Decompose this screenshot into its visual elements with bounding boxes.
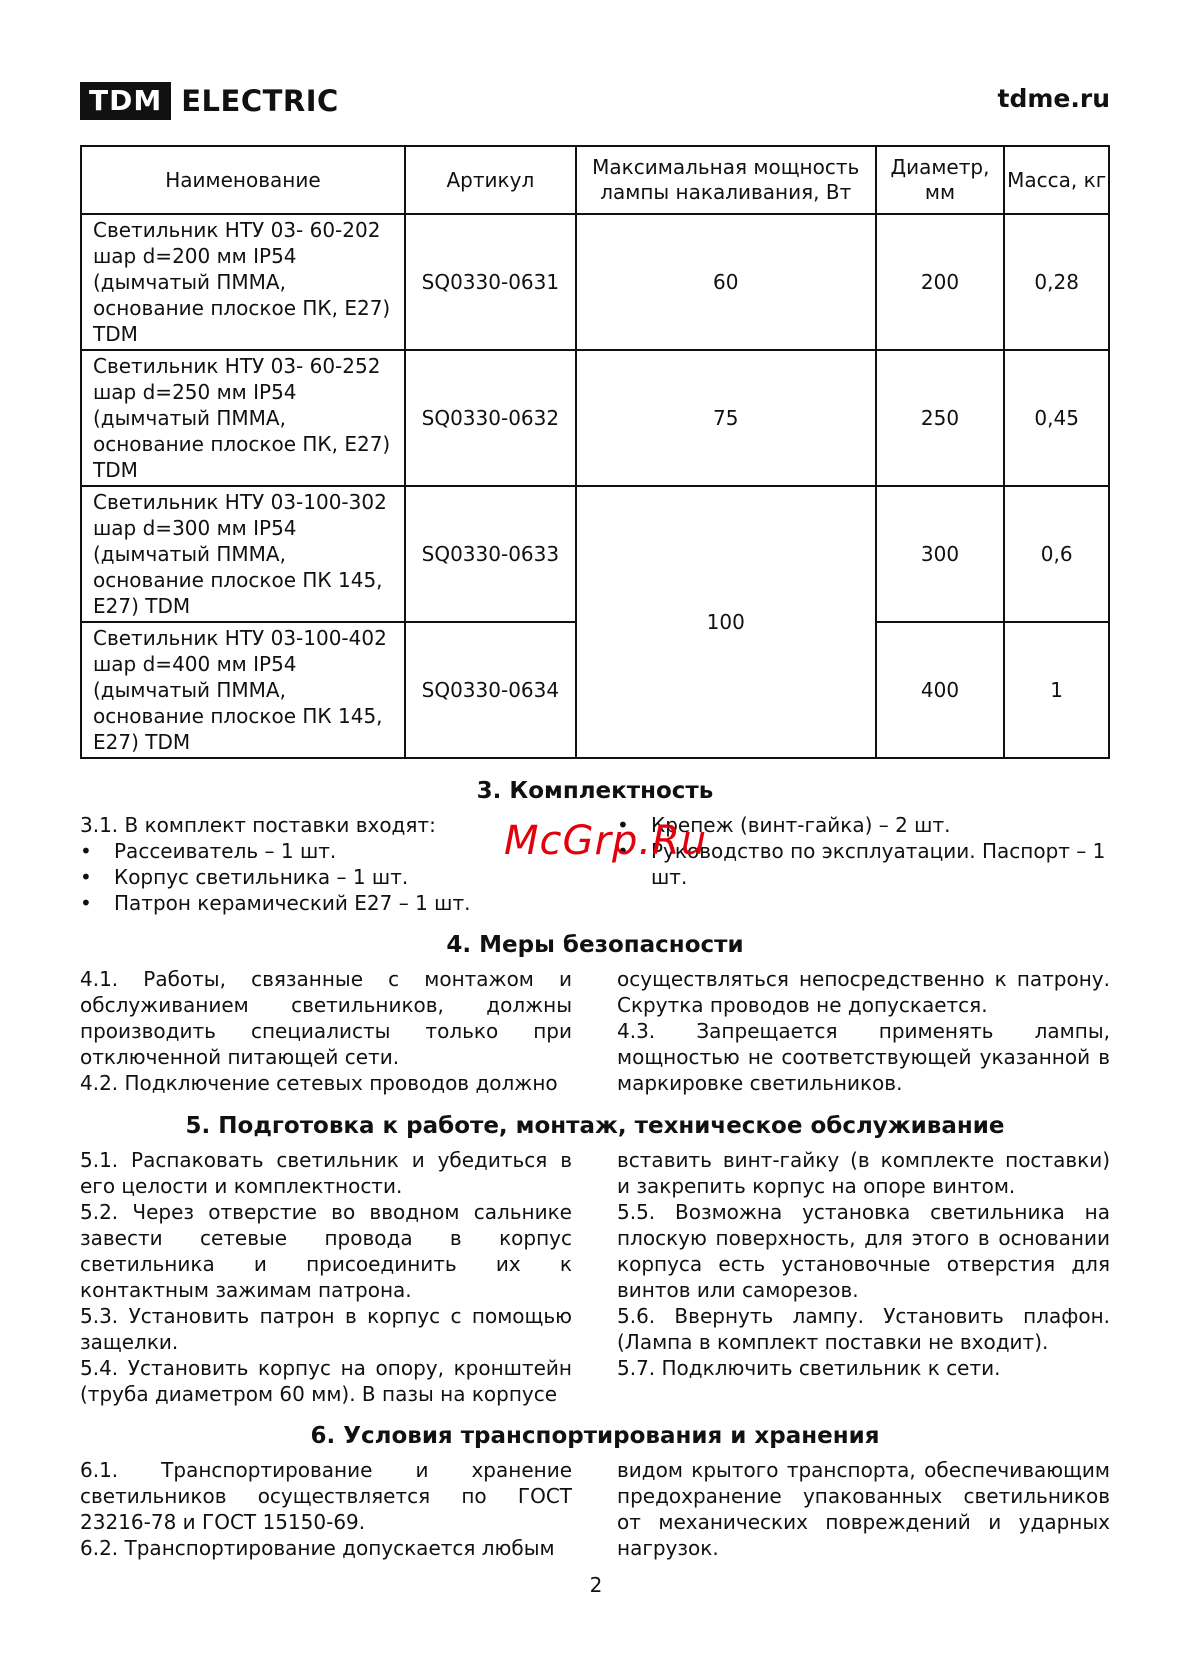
col-header-power: Максимальная мощность лампы накаливания, Вт bbox=[576, 146, 876, 214]
table-row bbox=[81, 486, 1109, 622]
cell-name: Светильник НТУ 03- 60-252 шар d=250 мм IP54 (дымчатый ПММА, основание плоское ПК, Е27) TDM bbox=[81, 350, 405, 486]
col-header-diameter: Диаметр, мм bbox=[876, 146, 1005, 214]
s6-left-column bbox=[80, 1457, 572, 1561]
cell-name: Светильник НТУ 03- 60-202 шар d=200 мм IP54 (дымчатый ПММА, основание плоское ПК, Е27) TDM bbox=[81, 214, 405, 350]
paragraph: 4.2. Подключение сетевых проводов должно bbox=[80, 1071, 558, 1095]
section-3-title: 3. Комплектность bbox=[476, 778, 714, 804]
paragraph: 6.2. Транспортирование допускается любым bbox=[80, 1536, 555, 1560]
s3-left-column bbox=[80, 812, 572, 916]
s4-left-column bbox=[80, 966, 572, 1096]
s3-intro: 3.1. В комплект поставки входят: bbox=[80, 813, 436, 837]
paragraph: 5.5. Возможна установка светильника на плоскую поверхность, для этого в основании корпуса есть установочные отверстия для винтов или саморезов. bbox=[617, 1200, 1110, 1302]
s4-right-column bbox=[617, 966, 1110, 1096]
page-number: 2 bbox=[589, 1573, 603, 1597]
logo-mark: TDM bbox=[80, 82, 171, 120]
cell-mass: 0,6 bbox=[1004, 486, 1109, 622]
s5-right-column bbox=[617, 1147, 1110, 1381]
paragraph: 5.7. Подключить светильник к сети. bbox=[617, 1356, 1001, 1380]
cell-diameter: 250 bbox=[876, 350, 1005, 486]
section-5-title: 5. Подготовка к работе, монтаж, техническое обслуживание bbox=[185, 1113, 1005, 1139]
list-item: • Патрон керамический Е27 – 1 шт. bbox=[80, 890, 572, 916]
cell-mass: 0,45 bbox=[1004, 350, 1109, 486]
cell-article: SQ0330-0631 bbox=[405, 214, 576, 350]
paragraph: осуществляться непосредственно к патрону. Скрутка проводов не допускается. bbox=[617, 967, 1110, 1017]
table-header-row bbox=[81, 146, 1109, 214]
cell-mass: 1 bbox=[1004, 622, 1109, 758]
cell-mass: 0,28 bbox=[1004, 214, 1109, 350]
list-item: • Рассеиватель – 1 шт. bbox=[80, 838, 572, 864]
paragraph: 4.3. Запрещается применять лампы, мощностью не соответствующей указанной в маркировке светильников. bbox=[617, 1019, 1110, 1095]
list-item: • Руководство по эксплуатации. Паспорт – 1 шт. bbox=[617, 838, 1110, 890]
paragraph: видом крытого транспорта, обеспечивающим предохранение упакованных светильников от механических повреждений и ударных нагрузок. bbox=[617, 1458, 1110, 1560]
s6-right-column bbox=[617, 1457, 1110, 1561]
col-header-article: Артикул bbox=[405, 146, 576, 214]
cell-article: SQ0330-0633 bbox=[405, 486, 576, 622]
cell-name: Светильник НТУ 03-100-302 шар d=300 мм IP54 (дымчатый ПММА, основание плоское ПК 145, Е27) TDM bbox=[81, 486, 405, 622]
website-url[interactable]: tdme.ru bbox=[997, 84, 1110, 113]
table-row bbox=[81, 350, 1109, 486]
cell-diameter: 300 bbox=[876, 486, 1005, 622]
s5-left-column bbox=[80, 1147, 572, 1407]
col-header-name: Наименование bbox=[81, 146, 405, 214]
page-header bbox=[80, 82, 1110, 122]
cell-name: Светильник НТУ 03-100-402 шар d=400 мм IP54 (дымчатый ПММА, основание плоское ПК 145, Е27) TDM bbox=[81, 622, 405, 758]
cell-article: SQ0330-0632 bbox=[405, 350, 576, 486]
cell-power: 100 bbox=[576, 486, 876, 758]
watermark: McGrp.Ru bbox=[504, 818, 708, 864]
paragraph: 5.1. Распаковать светильник и убедиться в его целости и комплектности. bbox=[80, 1148, 572, 1198]
section-4-title: 4. Меры безопасности bbox=[446, 932, 744, 958]
cell-power: 60 bbox=[576, 214, 876, 350]
paragraph: 6.1. Транспортирование и хранение светильников осуществляется по ГОСТ 23216-78 и ГОСТ 15150-69. bbox=[80, 1458, 572, 1534]
logo-word: ELECTRIC bbox=[181, 84, 339, 118]
brand-logo bbox=[80, 82, 339, 120]
paragraph: 5.2. Через отверстие во вводном сальнике завести сетевые провода в корпус светильника и присоединить их к контактным зажимам патрона. bbox=[80, 1200, 572, 1302]
cell-diameter: 200 bbox=[876, 214, 1005, 350]
product-spec-table bbox=[80, 145, 1110, 759]
paragraph: 5.6. Ввернуть лампу. Установить плафон. (Лампа в комплект поставки не входит). bbox=[617, 1304, 1110, 1354]
paragraph: 4.1. Работы, связанные с монтажом и обслуживанием светильников, должны производить специалисты только при отключенной питающей сети. bbox=[80, 967, 572, 1069]
cell-article: SQ0330-0634 bbox=[405, 622, 576, 758]
cell-power: 75 bbox=[576, 350, 876, 486]
col-header-mass: Масса, кг bbox=[1004, 146, 1109, 214]
list-item: • Корпус светильника – 1 шт. bbox=[80, 864, 572, 890]
table-row bbox=[81, 214, 1109, 350]
list-item: • Крепеж (винт-гайка) – 2 шт. bbox=[617, 812, 1110, 838]
paragraph: 5.3. Установить патрон в корпус с помощью защелки. bbox=[80, 1304, 572, 1354]
section-6-title: 6. Условия транспортирования и хранения bbox=[310, 1423, 880, 1449]
cell-diameter: 400 bbox=[876, 622, 1005, 758]
paragraph: вставить винт-гайку (в комплекте поставки) и закрепить корпус на опоре винтом. bbox=[617, 1148, 1110, 1198]
paragraph: 5.4. Установить корпус на опору, кронштейн (труба диаметром 60 мм). В пазы на корпусе bbox=[80, 1356, 572, 1406]
